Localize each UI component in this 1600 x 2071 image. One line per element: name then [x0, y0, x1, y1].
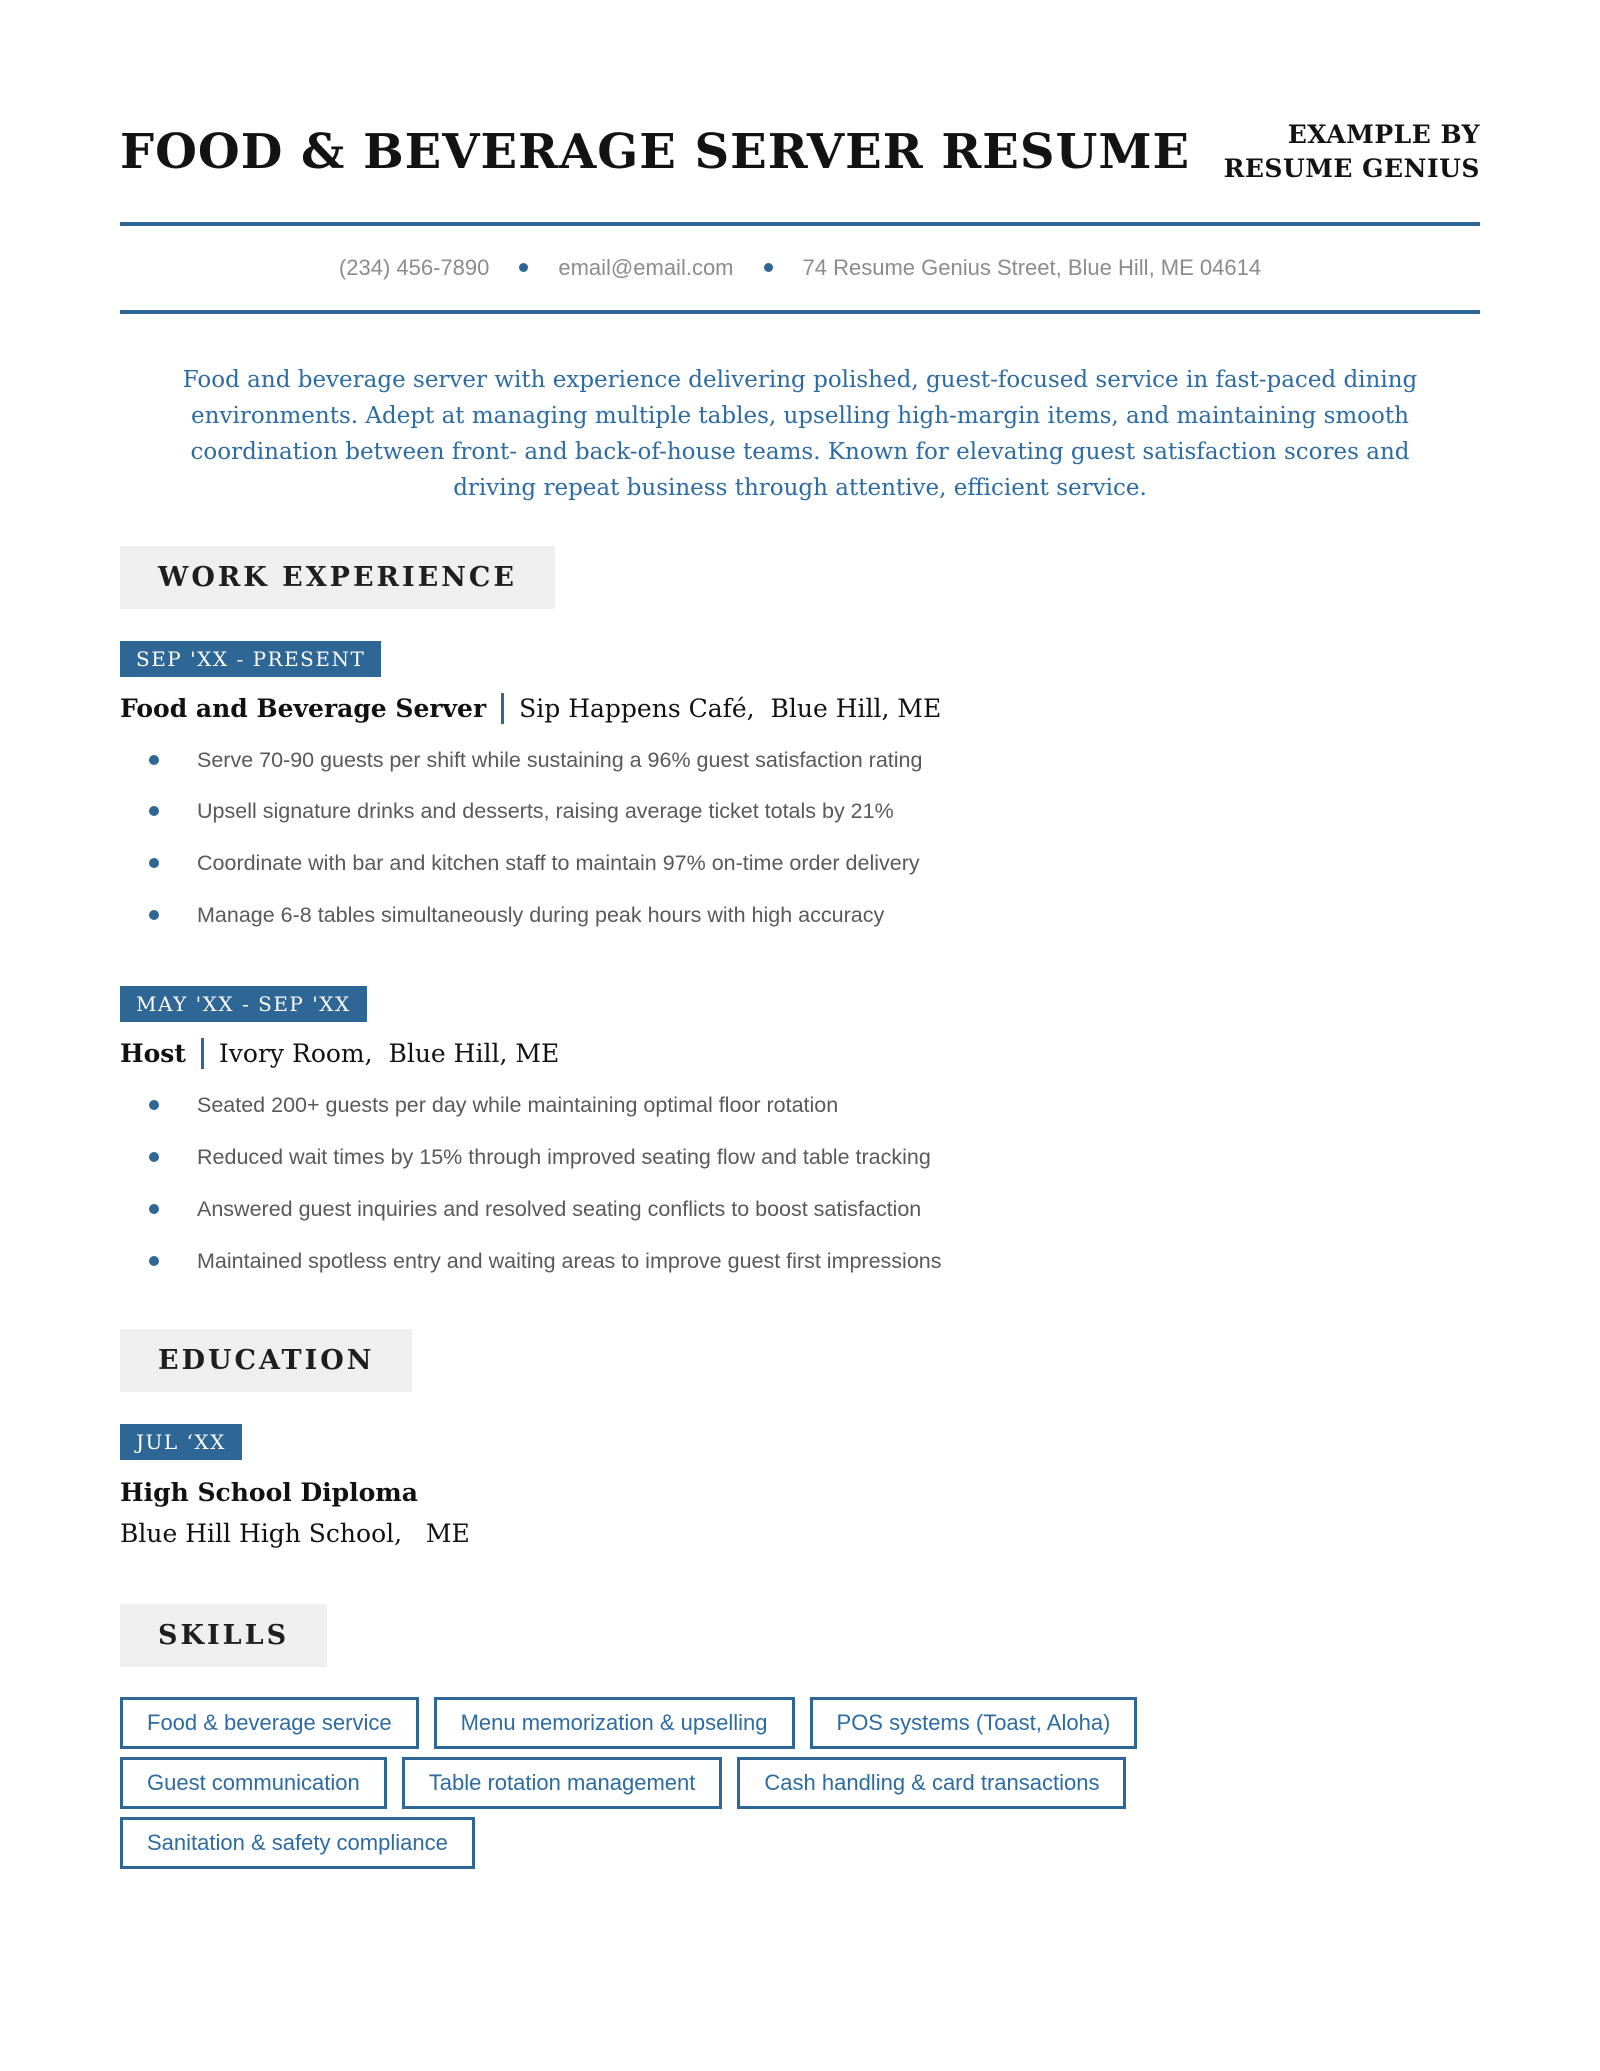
bullet-text: Maintained spotless entry and waiting areas to improve guest first impressions	[197, 1248, 942, 1273]
section-heading-skills: SKILLS	[120, 1604, 327, 1667]
bullet-dot-icon	[149, 806, 159, 816]
bullet-text: Serve 70-90 guests per shift while sustaining a 96% guest satisfaction rating	[197, 747, 923, 772]
job-role: Food and Beverage Server	[120, 693, 487, 723]
bullet-dot-icon	[149, 1204, 159, 1214]
skill-chip: Table rotation management	[402, 1757, 723, 1809]
bullet-dot-icon	[149, 858, 159, 868]
bullet-item	[120, 851, 1480, 876]
bullet-text: Reduced wait times by 15% through improved seating flow and table tracking	[197, 1145, 931, 1170]
job-company: Ivory Room, Blue Hill, ME	[218, 1039, 560, 1069]
job-company: Sip Happens Café, Blue Hill, ME	[519, 693, 942, 723]
bullet-dot-icon	[149, 910, 159, 920]
skill-chip: Sanitation & safety compliance	[120, 1817, 475, 1869]
skill-chip: Guest communication	[120, 1757, 387, 1809]
bullet-dot-icon	[149, 755, 159, 765]
skill-chip: Food & beverage service	[120, 1697, 419, 1749]
degree-title: High School Diploma	[120, 1478, 418, 1508]
credit-line-1: EXAMPLE BY	[1287, 120, 1480, 149]
date-badge: MAY 'XX - SEP 'XX	[120, 986, 367, 1022]
header	[120, 118, 1480, 186]
job-role: Host	[120, 1039, 186, 1069]
email-text: email@email.com	[558, 254, 734, 280]
phone-text: (234) 456-7890	[338, 254, 490, 280]
role-separator	[201, 1038, 204, 1069]
bullet-item	[120, 1145, 1480, 1170]
credit-line-2: RESUME GENIUS	[1223, 153, 1480, 183]
job-title	[120, 1038, 1480, 1069]
job-entry	[120, 954, 1480, 1273]
contact-bar	[120, 222, 1480, 314]
work-experience-section	[120, 546, 1480, 1274]
education-section	[120, 1329, 1480, 1548]
section-heading-work: WORK EXPERIENCE	[120, 546, 555, 609]
page-title: FOOD & BEVERAGE SERVER RESUME	[120, 123, 1191, 180]
bullet-item	[120, 748, 1480, 773]
skill-chip: Menu memorization & upselling	[434, 1697, 795, 1749]
bullet-dot-icon	[149, 1100, 159, 1110]
date-badge: JUL ‘XX	[120, 1424, 242, 1460]
summary-text: Food and beverage server with experience delivering polished, guest-focused service in fast-paced dining environments. Adept at managing multiple tables, upselling high-margin items, and maintaining smooth coordination between front- and back-of-house teams. Known for elevating guest satisfaction scores and driving repeat business through attentive, efficient service.	[182, 366, 1418, 501]
skills-section	[120, 1604, 1480, 1869]
bullet-text: Answered guest inquiries and resolved seating conflicts to boost satisfaction	[197, 1196, 922, 1221]
skill-chip-list	[120, 1697, 1360, 1869]
school-line: Blue Hill High School, ME	[120, 1519, 470, 1549]
bullet-item	[120, 799, 1480, 824]
job-title	[120, 693, 1480, 724]
skill-chip: Cash handling & card transactions	[737, 1757, 1126, 1809]
bullet-separator-icon	[519, 263, 528, 272]
section-heading-education: EDUCATION	[120, 1329, 412, 1392]
bullet-text: Upsell signature drinks and desserts, raising average ticket totals by 21%	[197, 799, 894, 824]
skill-chip: POS systems (Toast, Aloha)	[810, 1697, 1138, 1749]
bullet-dot-icon	[149, 1152, 159, 1162]
bullet-dot-icon	[149, 1256, 159, 1266]
bullet-item	[120, 903, 1480, 928]
credit-badge	[1224, 118, 1480, 186]
bullet-item	[120, 1249, 1480, 1274]
address-text: 74 Resume Genius Street, Blue Hill, ME 04614	[802, 254, 1262, 280]
date-badge: SEP 'XX - PRESENT	[120, 641, 381, 677]
bullet-text: Coordinate with bar and kitchen staff to maintain 97% on-time order delivery	[197, 850, 920, 875]
job-entry	[120, 609, 1480, 928]
bullet-text: Manage 6-8 tables simultaneously during peak hours with high accuracy	[197, 902, 885, 927]
bullet-separator-icon	[764, 263, 773, 272]
bullet-item	[120, 1093, 1480, 1118]
bullet-list	[120, 748, 1480, 928]
role-separator	[501, 693, 504, 724]
bullet-list	[120, 1093, 1480, 1273]
bullet-item	[120, 1197, 1480, 1222]
bullet-text: Seated 200+ guests per day while maintaining optimal floor rotation	[197, 1093, 839, 1118]
